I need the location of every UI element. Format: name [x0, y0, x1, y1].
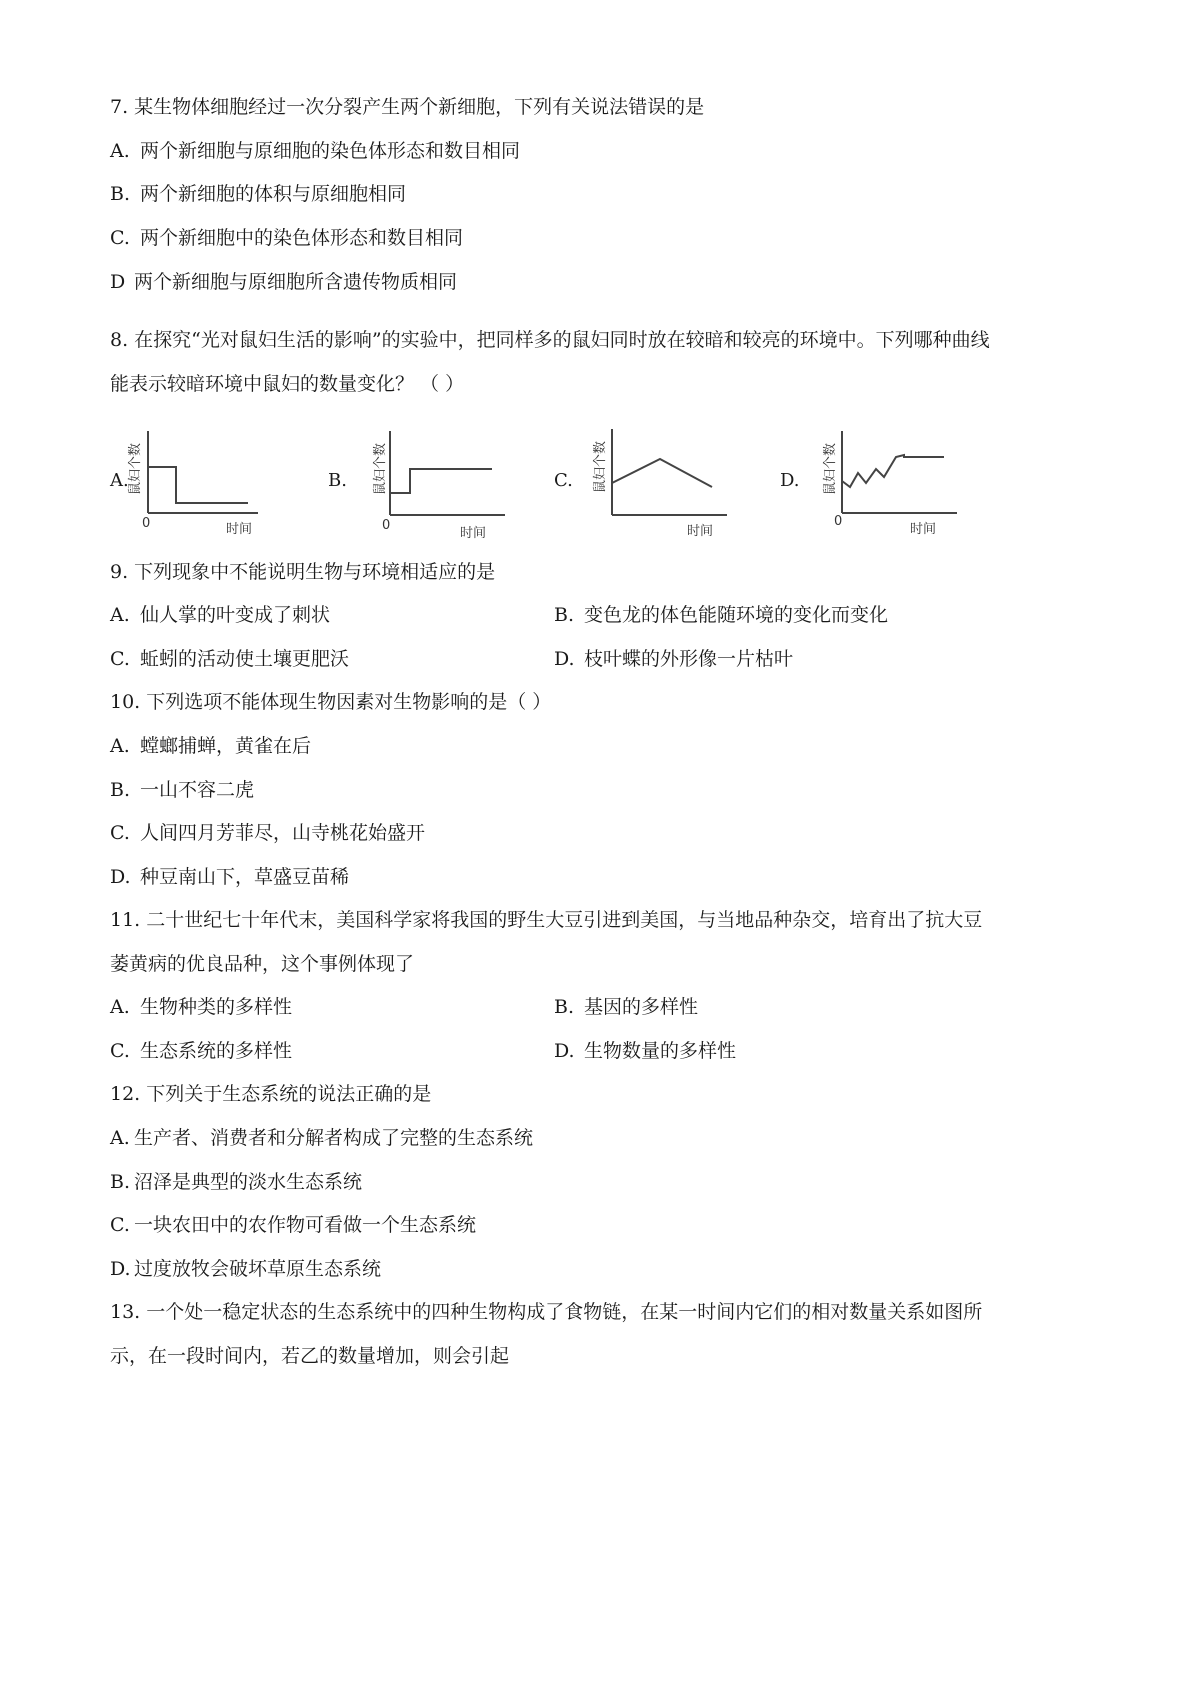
option-text: 过度放牧会破坏草原生态系统	[134, 1258, 382, 1280]
option-letter: B.	[110, 779, 131, 801]
option-text: 仙人掌的叶变成了刺状	[140, 604, 331, 626]
q7-option-c	[110, 226, 463, 250]
option-letter: A.	[110, 604, 130, 626]
option-letter: C.	[110, 1214, 130, 1236]
q11-stem-line1: 11. 二十世纪七十年代末，美国科学家将我国的野生大豆引进到美国，与当地品种杂交，培育出了抗大豆	[110, 909, 983, 931]
q10-option-b	[110, 778, 254, 802]
option-text: 变色龙的体色能随环境的变化而变化	[584, 604, 889, 626]
option-letter: D	[110, 271, 126, 293]
graph-a-xlabel: 时间	[226, 522, 253, 537]
graph-c-letter: C.	[554, 470, 573, 491]
graph-c	[582, 425, 732, 543]
q12-option-c	[110, 1213, 476, 1237]
option-letter: D.	[110, 1258, 131, 1280]
option-letter: D.	[110, 866, 131, 888]
option-text: 两个新细胞的体积与原细胞相同	[140, 183, 407, 205]
q7-stem: 7. 某生物体细胞经过一次分裂产生两个新细胞，下列有关说法错误的是	[110, 96, 705, 118]
graph-b-ylabel: 鼠妇个数	[373, 442, 388, 495]
q9-option-c	[110, 647, 349, 671]
graph-b-xlabel: 时间	[460, 526, 487, 541]
graph-d-curve	[842, 455, 944, 487]
graph-a-ylabel: 鼠妇个数	[128, 442, 143, 495]
option-text: 两个新细胞与原细胞所含遗传物质相同	[134, 271, 458, 293]
option-text: 蚯蚓的活动使土壤更肥沃	[140, 648, 350, 670]
q12-option-b	[110, 1170, 362, 1194]
option-text: 一块农田中的农作物可看做一个生态系统	[134, 1214, 477, 1236]
option-letter: A.	[110, 735, 130, 757]
q7-option-b	[110, 182, 406, 206]
q8-stem-line2: 能表示较暗环境中鼠妇的数量变化？ （ ）	[110, 373, 465, 395]
option-letter: A.	[110, 996, 130, 1018]
option-text: 生产者、消费者和分解者构成了完整的生态系统	[134, 1127, 534, 1149]
option-letter: D.	[554, 648, 575, 670]
q12-option-d	[110, 1257, 381, 1281]
option-letter: B.	[554, 604, 575, 626]
option-letter: B.	[110, 183, 131, 205]
option-letter: B.	[554, 996, 575, 1018]
option-text: 人间四月芳菲尽，山寺桃花始盛开	[140, 822, 426, 844]
option-text: 种豆南山下，草盛豆苗稀	[140, 866, 350, 888]
option-text: 基因的多样性	[584, 996, 699, 1018]
graph-d-xlabel: 时间	[910, 522, 937, 537]
q11-option-d	[554, 1039, 736, 1063]
graph-b-letter: B.	[328, 470, 347, 491]
graph-d-ylabel: 鼠妇个数	[823, 442, 838, 495]
option-text: 生态系统的多样性	[140, 1040, 293, 1062]
q11-option-a	[110, 995, 292, 1019]
q11-stem-line2: 萎黄病的优良品种，这个事例体现了	[110, 953, 415, 975]
option-letter: B.	[110, 1171, 131, 1193]
q10-option-c	[110, 821, 425, 845]
graph-a-letter: A.	[110, 470, 129, 491]
graph-a	[128, 425, 268, 543]
option-letter: C.	[110, 1040, 130, 1062]
q9-stem: 9. 下列现象中不能说明生物与环境相适应的是	[110, 561, 496, 583]
q7-option-d	[110, 270, 457, 294]
graph-a-curve	[148, 467, 248, 503]
option-letter: C.	[110, 822, 130, 844]
option-text: 沼泽是典型的淡水生态系统	[134, 1171, 363, 1193]
option-letter: A.	[110, 1127, 130, 1149]
option-text: 枝叶蝶的外形像一片枯叶	[584, 648, 794, 670]
q7-option-a	[110, 139, 520, 163]
q12-option-a	[110, 1126, 533, 1150]
q11-option-c	[110, 1039, 292, 1063]
option-text: 生物种类的多样性	[140, 996, 293, 1018]
q10-option-a	[110, 734, 311, 758]
q12-stem: 12. 下列关于生态系统的说法正确的是	[110, 1083, 432, 1105]
graph-b	[360, 425, 510, 543]
graph-c-curve	[612, 459, 712, 487]
q9-option-a	[110, 603, 330, 627]
q10-stem: 10. 下列选项不能体现生物因素对生物影响的是（ ）	[110, 691, 552, 713]
graph-b-curve	[390, 469, 492, 493]
q10-option-d	[110, 865, 349, 889]
option-text: 两个新细胞中的染色体形态和数目相同	[140, 227, 464, 249]
q13-stem-line2: 示，在一段时间内，若乙的数量增加，则会引起	[110, 1345, 510, 1367]
graph-a-origin: 0	[142, 516, 151, 531]
graph-d-origin: 0	[834, 514, 843, 529]
graph-c-xlabel: 时间	[687, 524, 714, 539]
graph-d	[812, 425, 962, 543]
graph-b-origin: 0	[382, 518, 391, 533]
option-letter: D.	[554, 1040, 575, 1062]
option-text: 生物数量的多样性	[584, 1040, 737, 1062]
option-letter: C.	[110, 648, 130, 670]
q9-option-b	[554, 603, 888, 627]
option-text: 两个新细胞与原细胞的染色体形态和数目相同	[140, 140, 521, 162]
option-letter: C.	[110, 227, 130, 249]
q13-stem-line1: 13. 一个处一稳定状态的生态系统中的四种生物构成了食物链，在某一时间内它们的相对数量关系如图所	[110, 1301, 983, 1323]
graph-d-letter: D.	[780, 470, 800, 491]
graph-c-ylabel: 鼠妇个数	[593, 440, 608, 493]
q9-option-d	[554, 647, 793, 671]
q8-stem-line1: 8. 在探究“光对鼠妇生活的影响”的实验中，把同样多的鼠妇同时放在较暗和较亮的环境中。下列哪种曲线	[110, 329, 990, 351]
q11-option-b	[554, 995, 698, 1019]
option-letter: A.	[110, 140, 130, 162]
option-text: 螳螂捕蝉，黄雀在后	[140, 735, 312, 757]
option-text: 一山不容二虎	[140, 779, 255, 801]
